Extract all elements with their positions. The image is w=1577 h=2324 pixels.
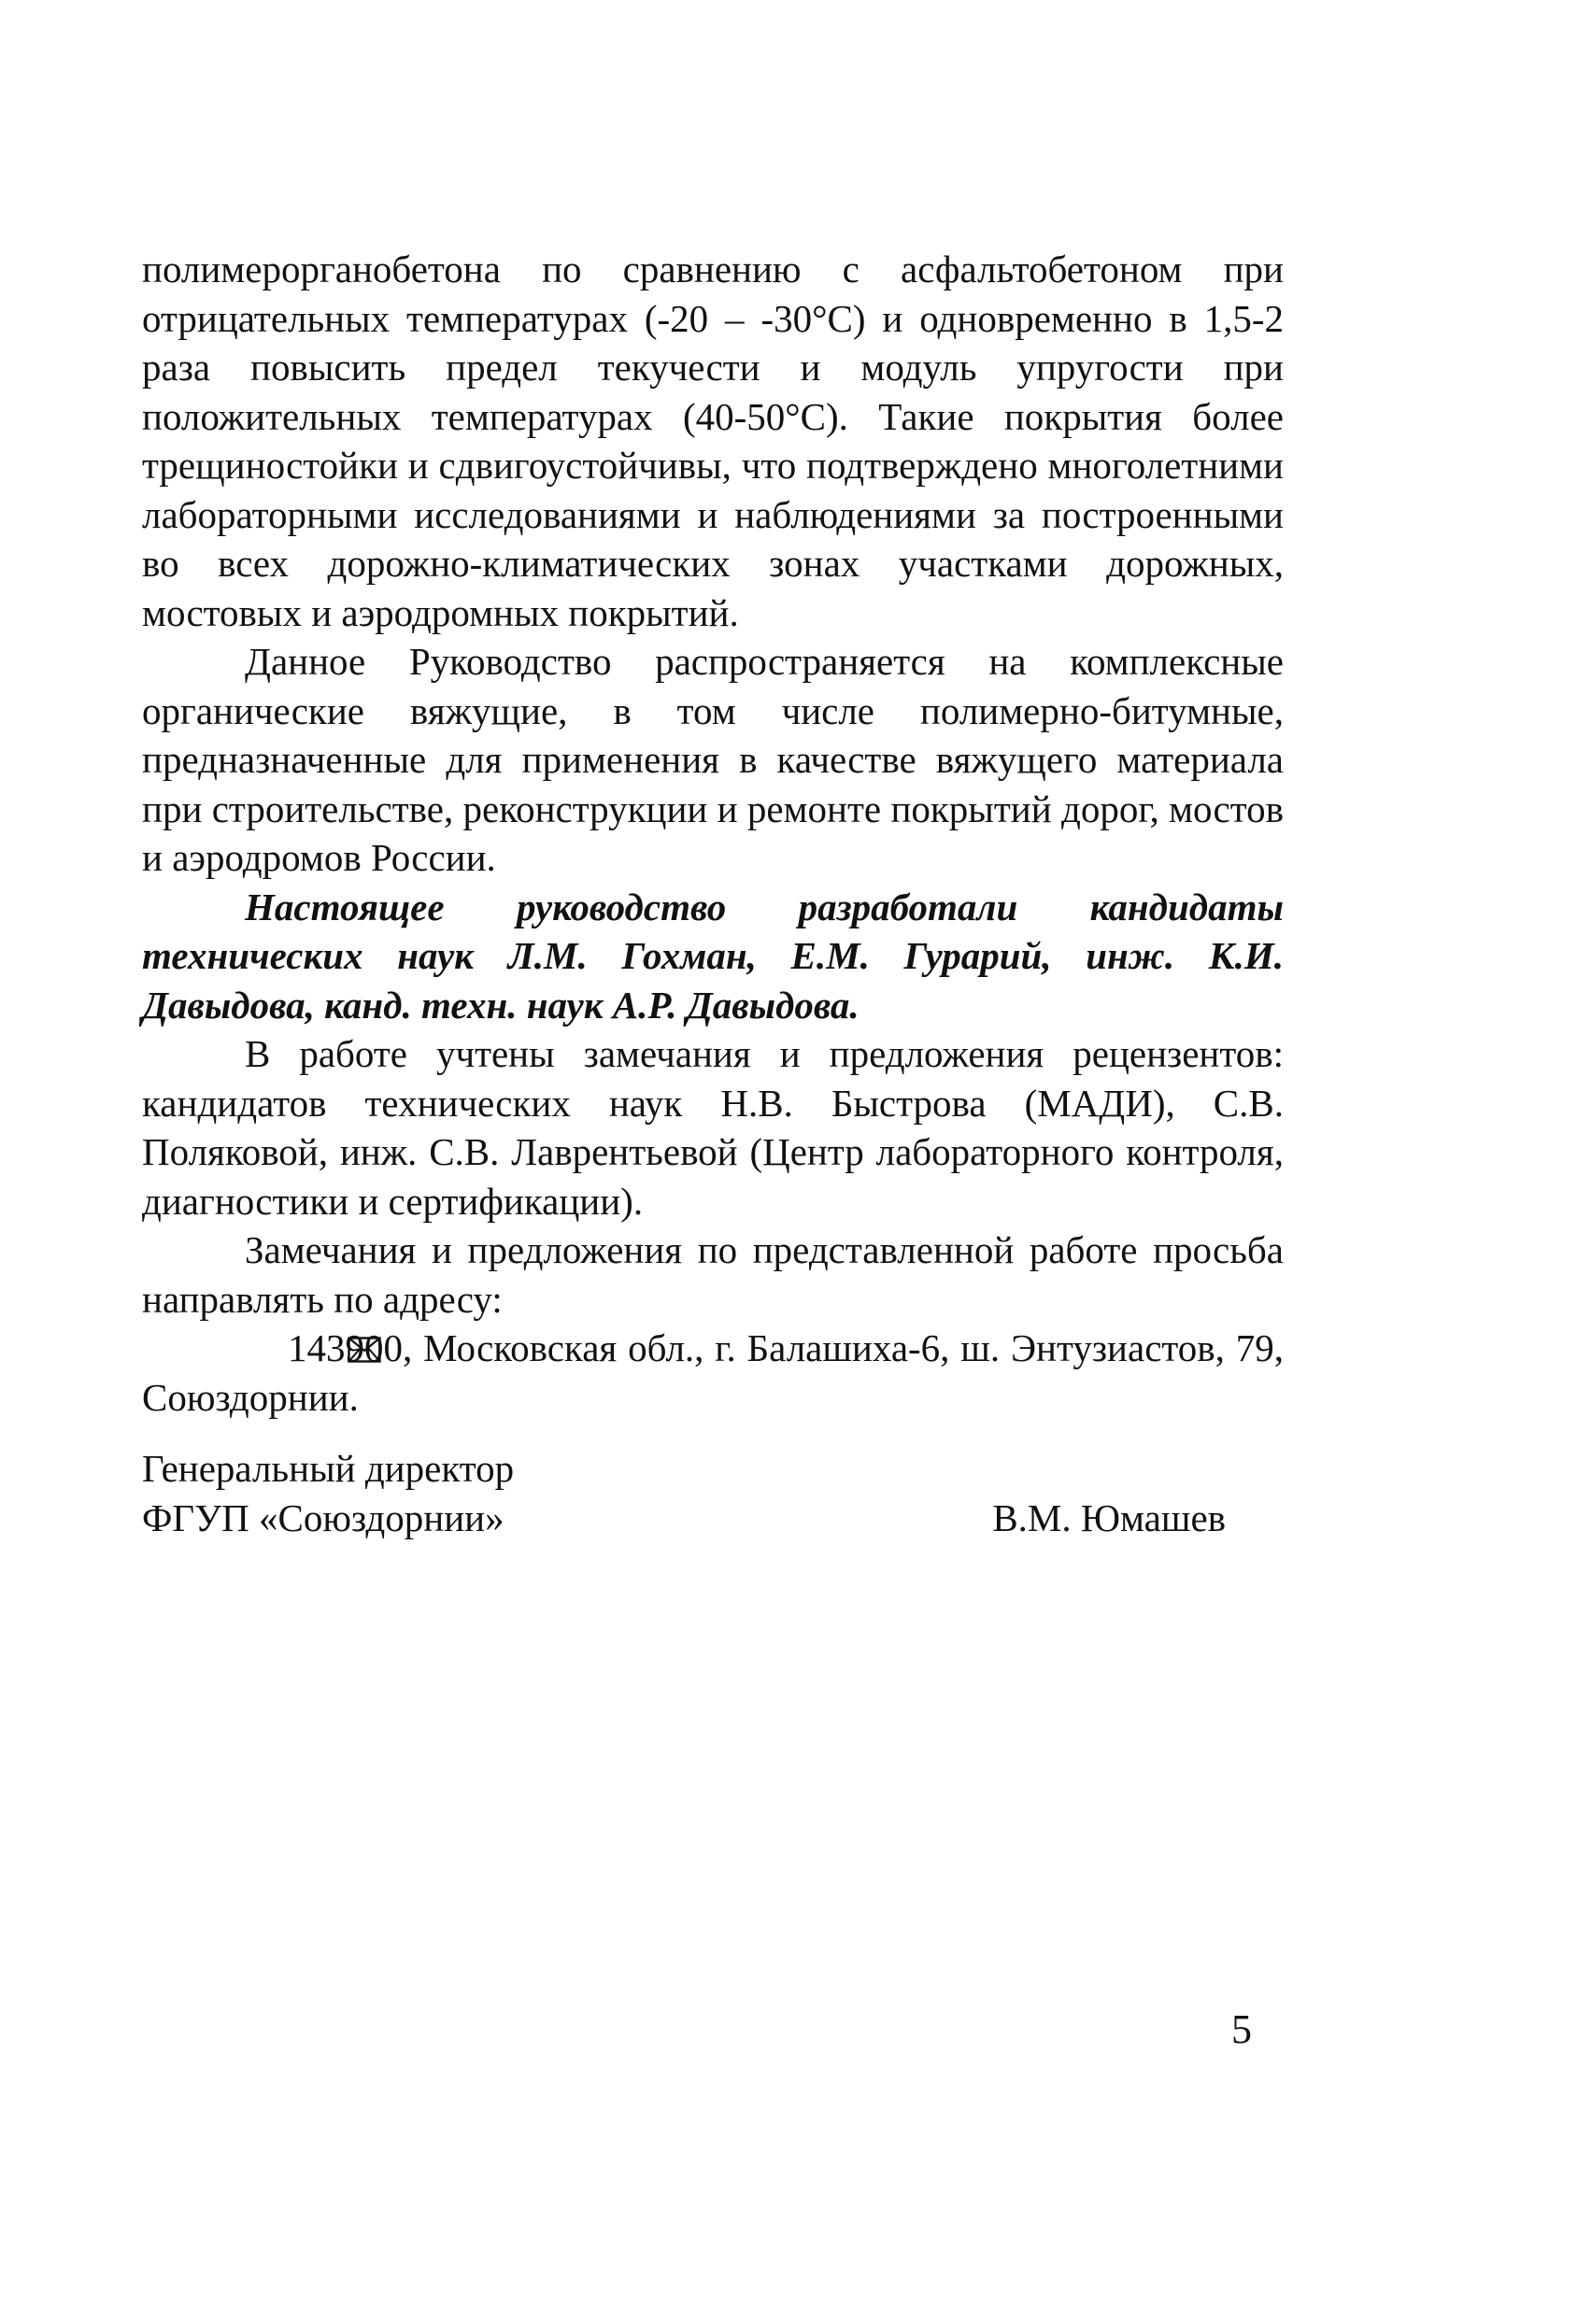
- body-text: [142, 245, 1284, 1422]
- signature-position-line2: ФГУП «Союздорнии»: [142, 1495, 504, 1539]
- signature-row: [142, 1494, 1226, 1543]
- paragraph-feedback: Замечания и предложения по представленной работе просьба направлять по адресу:: [142, 1228, 1284, 1321]
- paragraph-authors: Настоящее руководство разработали кандидаты технических наук Л.М. Гохман, Е.М. Гурарий, инж. К.И. Давыдова, канд. техн. наук А.Р. Давыдова.: [142, 885, 1284, 1027]
- envelope-icon: [245, 1325, 278, 1352]
- signature-position-line1: Генеральный директор: [142, 1447, 515, 1490]
- paragraph-reviewers: В работе учтены замечания и предложения рецензентов: кандидатов технических наук Н.В. Быстрова (МАДИ), С.В. Поляковой, инж. С.В. Лаврентьевой (Центр лабораторного контроля, диагностики и сертификации).: [142, 1032, 1284, 1223]
- signature-name: В.М. Юмашев: [992, 1495, 1226, 1539]
- signature-block: [142, 1444, 1226, 1542]
- page-number: 5: [1231, 2006, 1252, 2052]
- address-text: 143900, Московская обл., г. Балашиха-6, ш. Энтузиастов, 79, Союздорнии.: [142, 1326, 1284, 1419]
- address-line: [142, 1324, 1284, 1422]
- paragraph-scope: Данное Руководство распространяется на комплексные органические вяжущие, в том числе полимерно-битумные, предназначенные для применения в качестве вяжущего материала при строительстве, реконструкции и ремонте покрытий дорог, мостов и аэродромов России.: [142, 640, 1284, 879]
- paragraph-continuation: полимерорганобетона по сравнению с асфальтобетоном при отрицательных температурах (-20 – -30°С) и одновременно в 1,5-2 раза повысить предел текучести и модуль упругости при положительных температурах (40-50°С). Такие покрытия более трещиностойки и сдвигоустойчивы, что подтверждено многолетними лабораторными исследованиями и наблюдениями за построенными во всех дорожно-климатических зонах участками дорожных, мостовых и аэродромных покрытий.: [142, 248, 1284, 634]
